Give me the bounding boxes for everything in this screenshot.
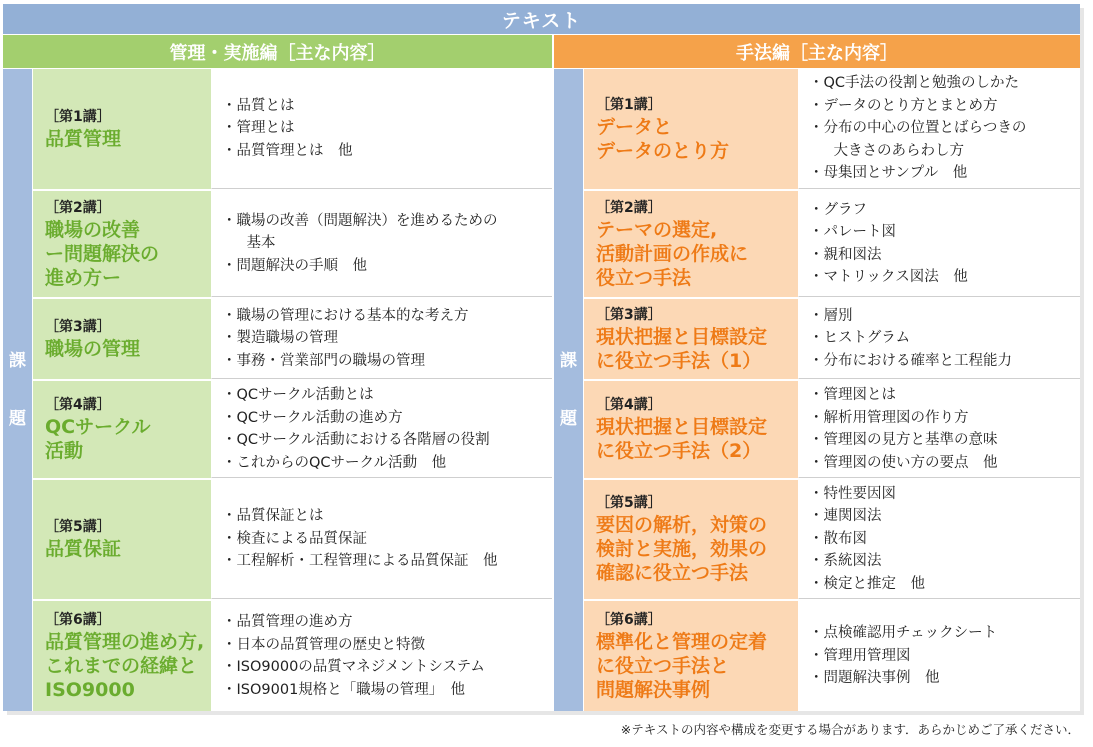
lecture-item: ・これからのQCサークル活動 他: [222, 454, 447, 471]
lecture-number: ［第6講］: [45, 611, 111, 628]
lecture-item: ・特性要因図: [809, 485, 896, 502]
lecture-items-cell: [798, 191, 1080, 297]
lecture-items-cell: [798, 381, 1080, 478]
lecture-title-cell: [584, 299, 798, 379]
lecture-item: ・管理用管理図: [809, 647, 911, 664]
lecture-title-cell: [584, 69, 798, 189]
lecture-item: ・ヒストグラム: [809, 330, 911, 347]
lecture-item-list: [222, 305, 552, 373]
lecture-items-cell: [798, 601, 1080, 711]
lecture-title: 現状把握と目標設定 に役立つ手法（1）: [596, 325, 768, 372]
lecture-item: ・パレート図: [809, 224, 896, 240]
lecture-item: ・問題解決事例 他: [809, 670, 940, 687]
lecture-item: ・検定と推定 他: [809, 575, 925, 592]
lecture-item-list: [809, 622, 1080, 690]
lecture-item: ・職場の改善（問題解決）を進めるための 基本: [222, 212, 498, 252]
lecture-title-cell: [33, 601, 211, 711]
lecture-title-cell: [33, 299, 211, 379]
left-side-label: [3, 69, 32, 711]
lecture-title: 標準化と管理の定着 に役立つ手法と 問題解決事例: [596, 630, 768, 701]
lecture-item: ・事務・営業部門の職場の管理: [222, 352, 425, 369]
lecture-item: ・点検確認用チェックシート: [809, 625, 998, 642]
lecture-item: ・品質保証とは: [222, 508, 324, 525]
lecture-item: ・データのとり方とまとめ方: [809, 97, 998, 114]
right-lecture-list: [584, 69, 1080, 711]
lecture-items-cell: [211, 69, 552, 189]
lecture-row: [584, 69, 1080, 191]
lecture-title-cell: [584, 601, 798, 711]
lecture-item: ・職場の管理における基本的な考え方: [222, 307, 469, 324]
lecture-number: ［第3講］: [45, 318, 111, 335]
lecture-number: ［第5講］: [596, 495, 662, 511]
lecture-item-list: [222, 505, 552, 573]
lecture-title-cell: [584, 381, 798, 478]
lecture-number: ［第3講］: [596, 306, 662, 323]
lecture-title: QCサークル 活動: [45, 416, 151, 462]
curriculum-table: [3, 4, 1080, 711]
lecture-item: ・QCサークル活動における各階層の役割: [222, 432, 490, 448]
lecture-item: ・分布における確率と工程能力: [809, 352, 1012, 369]
lecture-item: ・品質管理とは 他: [222, 142, 353, 159]
lecture-title-cell: [33, 381, 211, 478]
lecture-number: ［第1講］: [596, 96, 662, 113]
lecture-item-list: [809, 483, 1080, 596]
lecture-title: 職場の改善 ー問題解決の 進め方ー: [45, 218, 160, 289]
lecture-number: ［第4講］: [596, 397, 662, 413]
lecture-row: [584, 299, 1080, 381]
lecture-row: [584, 601, 1080, 711]
lecture-items-cell: [211, 480, 552, 599]
lecture-title: 品質管理の進め方, これまでの経緯と ISO9000: [45, 630, 205, 701]
lecture-item-list: [222, 95, 552, 163]
lecture-item: ・品質とは: [222, 97, 295, 114]
lecture-title-cell: [33, 191, 211, 297]
lecture-item: ・管理図とは: [809, 387, 896, 403]
lecture-item-list: [809, 72, 1080, 185]
lecture-item: ・分布の中心の位置とばらつきの 大きさのあらわし方: [809, 120, 1027, 159]
lecture-item: ・管理図の見方と基準の意味: [809, 432, 998, 448]
lecture-row: [584, 480, 1080, 601]
lecture-items-cell: [798, 480, 1080, 599]
lecture-items-cell: [798, 69, 1080, 189]
lecture-item: ・製造職場の管理: [222, 330, 338, 347]
lecture-title: 要因の解析，対策の 検討と実施，効果の 確認に役立つ手法: [596, 514, 768, 584]
lecture-item: ・ISO9001規格と「職場の管理」 他: [222, 681, 466, 698]
lecture-items-cell: [211, 299, 552, 379]
lecture-row: [33, 381, 552, 480]
left-lecture-list: [33, 69, 552, 711]
lecture-item: ・日本の品質管理の歴史と特徴: [222, 636, 425, 653]
lecture-item: ・連関図法: [809, 508, 882, 525]
lecture-item-list: [809, 305, 1080, 373]
lecture-number: ［第6講］: [596, 611, 662, 628]
side-label-char: 課: [560, 351, 577, 371]
lecture-row: [584, 191, 1080, 299]
lecture-item: ・管理とは: [222, 120, 295, 137]
side-label-char: 課: [9, 351, 26, 371]
right-section-header: 手法編［主な内容］: [554, 35, 1080, 68]
lecture-row: [33, 480, 552, 601]
lecture-number: ［第2講］: [596, 199, 662, 216]
lecture-item: ・ISO9000の品質マネジメントシステム: [222, 659, 485, 675]
lecture-item: ・母集団とサンプル 他: [809, 165, 968, 182]
table-title: テキスト: [3, 4, 1080, 34]
lecture-title: 職場の管理: [45, 337, 141, 360]
lecture-item: ・工程解析・工程管理による品質保証 他: [222, 553, 498, 570]
frame-shadow-right: [1080, 8, 1084, 713]
lecture-item: ・親和図法: [809, 246, 882, 263]
lecture-items-cell: [211, 381, 552, 478]
lecture-row: [33, 69, 552, 191]
lecture-item: ・解析用管理図の作り方: [809, 409, 969, 426]
lecture-item: ・マトリックス図法 他: [809, 269, 968, 285]
footnote: ※テキストの内容や構成を変更する場合があります．あらかじめご了承ください．: [620, 722, 1080, 737]
lecture-item: ・問題解決の手順 他: [222, 257, 367, 274]
lecture-row: [33, 191, 552, 299]
lecture-row: [33, 299, 552, 381]
side-label-char: 題: [560, 409, 577, 429]
left-section-header: 管理・実施編［主な内容］: [3, 35, 552, 68]
right-side-label: [554, 69, 583, 711]
lecture-items-cell: [798, 299, 1080, 379]
lecture-item-list: [809, 199, 1080, 289]
lecture-items-cell: [211, 191, 552, 297]
lecture-item: ・品質管理の進め方: [222, 614, 353, 630]
lecture-number: ［第2講］: [45, 199, 111, 216]
lecture-title: 現状把握と目標設定 に役立つ手法（2）: [596, 416, 768, 462]
lecture-item: ・検査による品質保証: [222, 530, 367, 547]
lecture-number: ［第5講］: [45, 519, 111, 535]
lecture-item: ・散布図: [809, 530, 867, 547]
lecture-row: [584, 381, 1080, 480]
lecture-title-cell: [33, 480, 211, 599]
lecture-item: ・QCサークル活動とは: [222, 387, 374, 403]
lecture-number: ［第4講］: [45, 397, 111, 413]
lecture-item: ・グラフ: [809, 201, 867, 218]
lecture-title-cell: [33, 69, 211, 189]
lecture-title-cell: [584, 191, 798, 297]
side-label-char: 題: [9, 409, 26, 429]
lecture-item: ・QCサークル活動の進め方: [222, 409, 403, 426]
lecture-title: 品質保証: [45, 538, 122, 560]
lecture-item: ・層別: [809, 307, 853, 324]
lecture-title: 品質管理: [45, 127, 122, 150]
lecture-item: ・QC手法の役割と勉強のしかた: [809, 75, 1020, 92]
lecture-item-list: [222, 611, 552, 701]
lecture-item-list: [222, 384, 552, 474]
lecture-item: ・系統図法: [809, 553, 882, 570]
lecture-item-list: [809, 384, 1080, 474]
lecture-row: [33, 601, 552, 711]
lecture-title-cell: [584, 480, 798, 599]
lecture-number: ［第1講］: [45, 108, 111, 125]
lecture-items-cell: [211, 601, 552, 711]
lecture-item-list: [222, 210, 552, 278]
lecture-title: テーマの選定, 活動計画の作成に 役立つ手法: [596, 218, 749, 289]
lecture-title: データと データのとり方: [596, 115, 730, 162]
lecture-item: ・管理図の使い方の要点 他: [809, 454, 998, 471]
frame-shadow-bottom: [7, 711, 1084, 715]
